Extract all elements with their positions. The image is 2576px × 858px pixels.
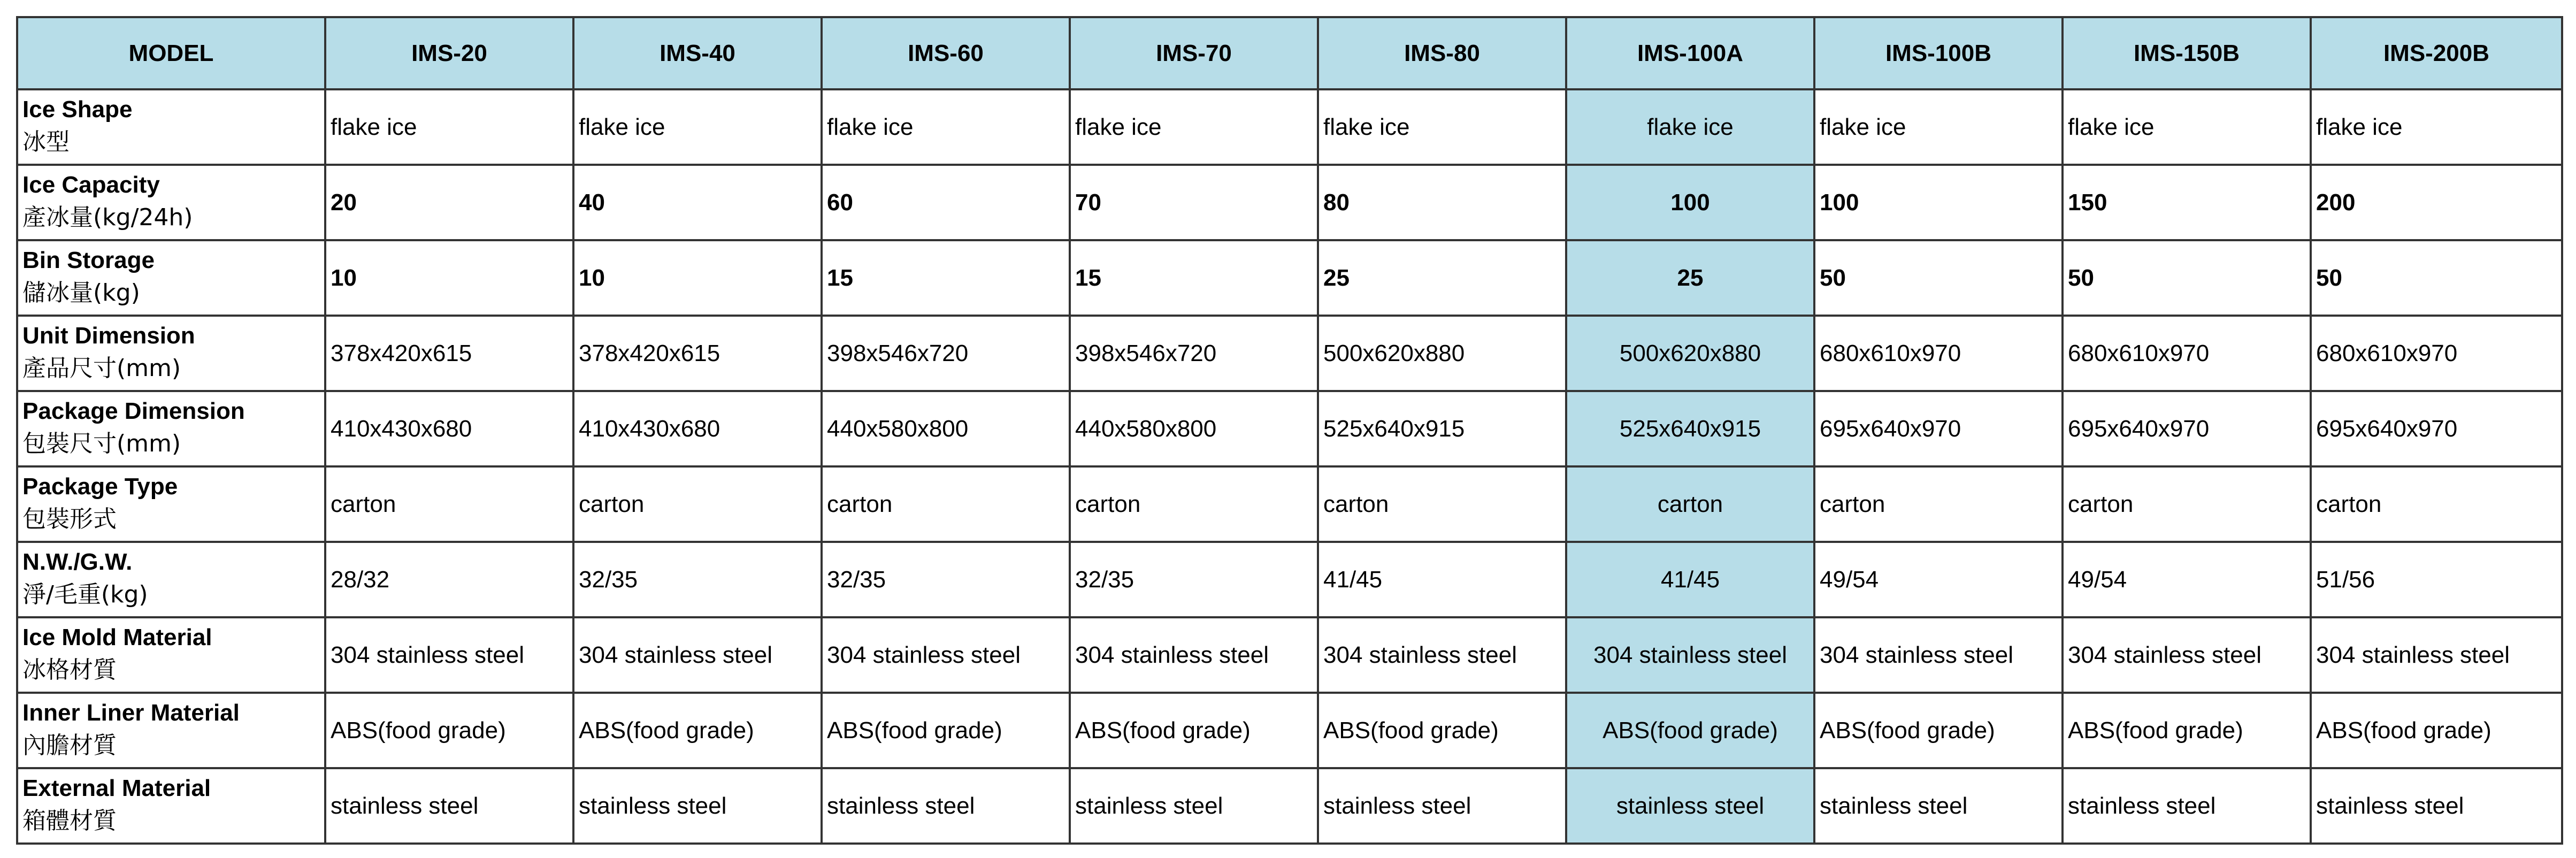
spec-value-cell: 150	[2063, 165, 2311, 240]
spec-value-cell: stainless steel	[2311, 768, 2562, 844]
spec-value-cell: 304 stainless steel	[1566, 617, 1814, 693]
spec-value-cell: flake ice	[2311, 89, 2562, 165]
spec-value-cell: carton	[2063, 466, 2311, 542]
spec-value-cell: stainless steel	[1070, 768, 1318, 844]
spec-value-cell: carton	[573, 466, 822, 542]
row-label-zh: 內膽材質	[22, 732, 117, 759]
spec-value-cell: 32/35	[1070, 542, 1318, 617]
spec-value-cell: 32/35	[573, 542, 822, 617]
spec-value-cell: carton	[2311, 466, 2562, 542]
spec-value-cell: stainless steel	[822, 768, 1070, 844]
spec-value-cell: 525x640x915	[1566, 391, 1814, 466]
spec-value-cell: 32/35	[822, 542, 1070, 617]
row-label-en: Bin Storage	[22, 247, 155, 273]
spec-value-cell: 25	[1566, 240, 1814, 316]
spec-value-cell: 10	[325, 240, 573, 316]
spec-row-external-material	[17, 768, 2562, 844]
row-label-zh: 產品尺寸(mm)	[22, 355, 181, 382]
spec-value-cell: flake ice	[325, 89, 573, 165]
spec-value-cell: 304 stainless steel	[1814, 617, 2063, 693]
spec-value-cell: flake ice	[1814, 89, 2063, 165]
spec-value-cell: 440x580x800	[1070, 391, 1318, 466]
spec-value-cell: 100	[1566, 165, 1814, 240]
spec-value-cell: stainless steel	[325, 768, 573, 844]
spec-value-cell: 398x546x720	[1070, 316, 1318, 391]
spec-value-cell: stainless steel	[1814, 768, 2063, 844]
spec-value-cell: flake ice	[1566, 89, 1814, 165]
spec-value-cell: 500x620x880	[1318, 316, 1566, 391]
spec-value-cell: 680x610x970	[2311, 316, 2562, 391]
spec-value-cell: carton	[325, 466, 573, 542]
spec-table-container	[16, 16, 2563, 845]
spec-value-cell: 304 stainless steel	[325, 617, 573, 693]
spec-value-cell: 304 stainless steel	[2063, 617, 2311, 693]
spec-value-cell: 60	[822, 165, 1070, 240]
spec-value-cell: 695x640x970	[2063, 391, 2311, 466]
spec-value-cell: 25	[1318, 240, 1566, 316]
model-header-cell: IMS-100B	[1814, 17, 2063, 89]
model-header-cell: IMS-200B	[2311, 17, 2562, 89]
row-label	[17, 240, 325, 316]
spec-value-cell: 440x580x800	[822, 391, 1070, 466]
spec-row-unit-dimension	[17, 316, 2562, 391]
row-label-zh: 冰型	[22, 128, 70, 156]
spec-value-cell: ABS(food grade)	[325, 693, 573, 768]
row-label	[17, 466, 325, 542]
model-header-cell: IMS-150B	[2063, 17, 2311, 89]
spec-row-package-dimension	[17, 391, 2562, 466]
spec-value-cell: 80	[1318, 165, 1566, 240]
spec-value-cell: 680x610x970	[1814, 316, 2063, 391]
spec-value-cell: carton	[1318, 466, 1566, 542]
spec-value-cell: 50	[1814, 240, 2063, 316]
spec-value-cell: 40	[573, 165, 822, 240]
spec-value-cell: 28/32	[325, 542, 573, 617]
row-label-en: External Material	[22, 775, 211, 801]
row-label-zh: 儲冰量(kg)	[22, 279, 140, 307]
model-header-cell: IMS-100A	[1566, 17, 1814, 89]
row-label-en: Package Dimension	[22, 398, 245, 424]
spec-value-cell: 200	[2311, 165, 2562, 240]
spec-value-cell: 500x620x880	[1566, 316, 1814, 391]
row-label	[17, 693, 325, 768]
row-label-en: N.W./G.W.	[22, 549, 133, 575]
spec-value-cell: flake ice	[2063, 89, 2311, 165]
row-label	[17, 89, 325, 165]
spec-value-cell: carton	[1070, 466, 1318, 542]
spec-value-cell: 695x640x970	[2311, 391, 2562, 466]
spec-value-cell: carton	[1566, 466, 1814, 542]
spec-value-cell: ABS(food grade)	[1814, 693, 2063, 768]
spec-value-cell: 100	[1814, 165, 2063, 240]
row-label	[17, 316, 325, 391]
spec-value-cell: 41/45	[1318, 542, 1566, 617]
row-label-zh: 淨/毛重(kg)	[22, 581, 148, 608]
spec-value-cell: ABS(food grade)	[822, 693, 1070, 768]
header-row	[17, 17, 2562, 89]
row-label	[17, 617, 325, 693]
row-label-zh: 包裝尺寸(mm)	[22, 430, 181, 457]
spec-value-cell: flake ice	[573, 89, 822, 165]
spec-row-ice-shape	[17, 89, 2562, 165]
spec-value-cell: ABS(food grade)	[2063, 693, 2311, 768]
spec-value-cell: 378x420x615	[325, 316, 573, 391]
spec-value-cell: flake ice	[1318, 89, 1566, 165]
spec-value-cell: 70	[1070, 165, 1318, 240]
model-header-cell: IMS-80	[1318, 17, 1566, 89]
spec-value-cell: 15	[822, 240, 1070, 316]
spec-row-inner-liner-material	[17, 693, 2562, 768]
model-header-cell: IMS-40	[573, 17, 822, 89]
row-label-zh: 包裝形式	[22, 505, 117, 533]
spec-table-body	[17, 89, 2562, 844]
row-label-zh: 冰格材質	[22, 656, 117, 684]
spec-value-cell: 304 stainless steel	[1070, 617, 1318, 693]
row-label-en: Ice Capacity	[22, 172, 160, 198]
row-label-en: Ice Mold Material	[22, 624, 212, 650]
spec-value-cell: flake ice	[822, 89, 1070, 165]
spec-value-cell: carton	[822, 466, 1070, 542]
row-label	[17, 165, 325, 240]
model-header-label: MODEL	[17, 17, 325, 89]
spec-row-ice-capacity	[17, 165, 2562, 240]
spec-value-cell: 15	[1070, 240, 1318, 316]
row-label-en: Package Type	[22, 473, 178, 500]
spec-value-cell: ABS(food grade)	[2311, 693, 2562, 768]
spec-value-cell: stainless steel	[573, 768, 822, 844]
spec-value-cell: stainless steel	[1318, 768, 1566, 844]
spec-value-cell: stainless steel	[1566, 768, 1814, 844]
spec-value-cell: 410x430x680	[573, 391, 822, 466]
model-header-cell: IMS-70	[1070, 17, 1318, 89]
spec-value-cell: 410x430x680	[325, 391, 573, 466]
spec-value-cell: 50	[2063, 240, 2311, 316]
spec-value-cell: 41/45	[1566, 542, 1814, 617]
spec-value-cell: ABS(food grade)	[1566, 693, 1814, 768]
spec-value-cell: flake ice	[1070, 89, 1318, 165]
spec-value-cell: 304 stainless steel	[1318, 617, 1566, 693]
spec-value-cell: 51/56	[2311, 542, 2562, 617]
row-label-zh: 箱體材質	[22, 807, 117, 834]
row-label	[17, 542, 325, 617]
row-label	[17, 391, 325, 466]
spec-value-cell: ABS(food grade)	[1070, 693, 1318, 768]
spec-value-cell: 304 stainless steel	[2311, 617, 2562, 693]
row-label-en: Ice Shape	[22, 96, 133, 122]
spec-row-nw-gw	[17, 542, 2562, 617]
row-label-en: Inner Liner Material	[22, 700, 240, 726]
spec-row-ice-mold-material	[17, 617, 2562, 693]
spec-value-cell: 20	[325, 165, 573, 240]
row-label-zh: 產冰量(kg/24h)	[22, 204, 193, 231]
spec-table	[16, 16, 2563, 845]
spec-value-cell: ABS(food grade)	[1318, 693, 1566, 768]
spec-value-cell: 525x640x915	[1318, 391, 1566, 466]
spec-value-cell: 10	[573, 240, 822, 316]
spec-value-cell: 304 stainless steel	[822, 617, 1070, 693]
spec-value-cell: 695x640x970	[1814, 391, 2063, 466]
spec-value-cell: ABS(food grade)	[573, 693, 822, 768]
spec-value-cell: 49/54	[2063, 542, 2311, 617]
spec-value-cell: stainless steel	[2063, 768, 2311, 844]
spec-value-cell: 304 stainless steel	[573, 617, 822, 693]
model-header-cell: IMS-60	[822, 17, 1070, 89]
spec-value-cell: 50	[2311, 240, 2562, 316]
model-header-cell: IMS-20	[325, 17, 573, 89]
spec-value-cell: 680x610x970	[2063, 316, 2311, 391]
spec-value-cell: 398x546x720	[822, 316, 1070, 391]
row-label-en: Unit Dimension	[22, 323, 195, 349]
spec-value-cell: carton	[1814, 466, 2063, 542]
spec-row-bin-storage	[17, 240, 2562, 316]
row-label	[17, 768, 325, 844]
spec-value-cell: 49/54	[1814, 542, 2063, 617]
spec-value-cell: 378x420x615	[573, 316, 822, 391]
spec-row-package-type	[17, 466, 2562, 542]
